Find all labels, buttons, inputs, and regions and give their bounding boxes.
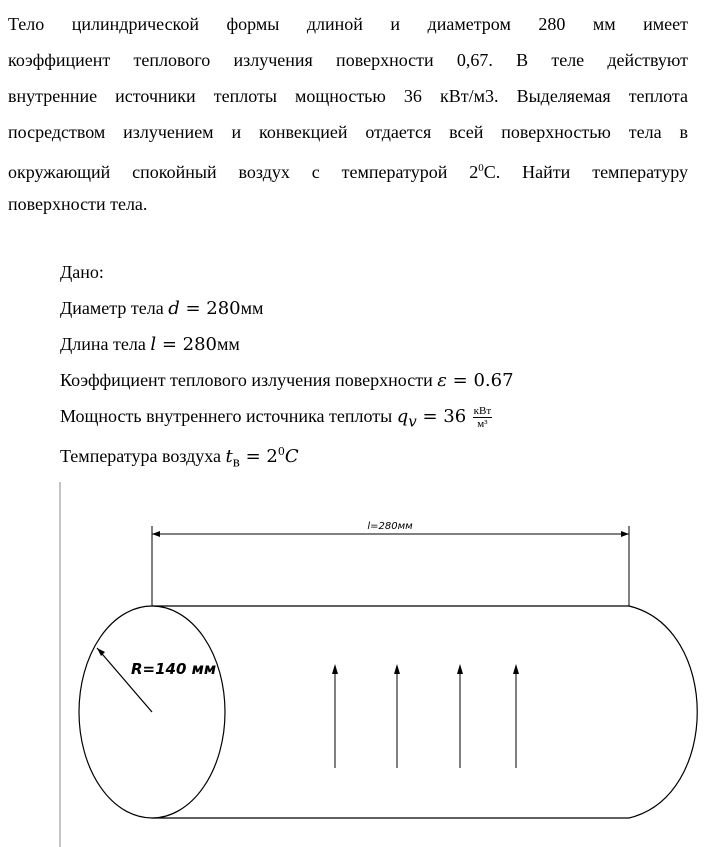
length-eq: = 280 [156, 334, 217, 355]
given-emissivity [60, 362, 514, 398]
problem-line-tail: С. Найти температуру [483, 162, 688, 182]
problem-line-text: окружающий спокойный воздух с температурой 2 [8, 162, 479, 182]
air-eq: = 2 [239, 446, 278, 467]
problem-statement [8, 6, 688, 222]
heat-arrow-head [513, 664, 519, 674]
radius-label: R=140 мм [131, 660, 217, 678]
length-dimension-label: l=280мм [367, 521, 413, 532]
problem-line: Тело цилиндрической формы длиной и диаметром 280 мм имеет [8, 14, 688, 34]
given-title: Дано: [60, 262, 104, 282]
heat-arrow-head [332, 664, 338, 674]
heat-arrow-head [457, 664, 463, 674]
heat-arrow-head [394, 664, 400, 674]
power-label: Мощность внутреннего источника теплоты [60, 406, 397, 426]
power-unit-num: кВт [473, 405, 492, 418]
dimension-arrow-right [621, 531, 629, 537]
given-air-temperature [60, 434, 514, 470]
length-var: l [150, 334, 157, 355]
given-length [60, 326, 514, 362]
problem-line [8, 150, 688, 186]
power-eq: = 36 [416, 406, 467, 427]
cylinder-drawing [0, 478, 712, 847]
cylinder-right-end [629, 606, 697, 818]
power-sub: v [408, 412, 417, 431]
degree-sup: 0 [478, 162, 484, 174]
air-sup: 0 [277, 445, 285, 458]
given-diameter [60, 290, 514, 326]
power-unit-den: м³ [477, 418, 488, 431]
problem-line: коэффициент теплового излучения поверхности 0,67. В теле действуют [8, 50, 688, 70]
air-label: Температура воздуха [60, 446, 226, 466]
diameter-unit: мм [240, 298, 264, 318]
air-sub: в [232, 454, 240, 471]
length-unit: мм [217, 334, 240, 354]
air-unit: C [284, 446, 299, 467]
dimension-arrow-left [152, 531, 160, 537]
emissivity-label: Коэффициент теплового излучения поверхности [60, 370, 438, 390]
diameter-label: Диаметр тела [60, 298, 169, 318]
problem-line: внутренние источники теплоты мощностью 36 кВт/м3. Выделяемая теплота [8, 86, 688, 106]
power-unit-fraction [473, 405, 493, 430]
power-var: q [396, 406, 409, 427]
length-label: Длина тела [60, 334, 151, 354]
diameter-var: d [168, 298, 180, 319]
given-power [60, 398, 514, 434]
heat-arrows [332, 664, 519, 768]
given-section [60, 254, 514, 470]
problem-line: поверхности тела. [8, 194, 148, 214]
air-var: t [225, 446, 233, 467]
emissivity-var: ε [437, 370, 447, 391]
diameter-eq: = 280 [179, 298, 241, 319]
emissivity-eq: = 0.67 [446, 370, 514, 391]
problem-line: посредством излучением и конвекцией отдается всей поверхностью тела в [8, 122, 688, 142]
